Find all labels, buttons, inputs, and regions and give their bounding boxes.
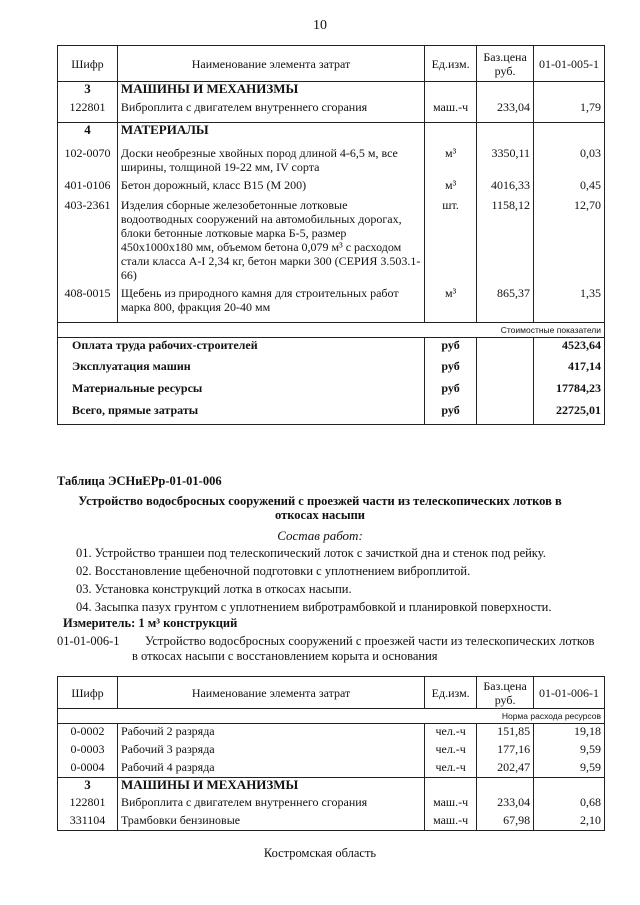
total-row: Оплата труда рабочих-строителей руб 4523,64 bbox=[58, 338, 605, 359]
table-row: 3 МАШИНЫ И МЕХАНИЗМЫ bbox=[58, 778, 605, 795]
col-header-name: Наименование элемента затрат bbox=[117, 677, 424, 709]
table-row: 408-0015 Щебень из природного камня для строительных работ марка 800, фракция 20-40 мм м³ 865,37 1,35 bbox=[58, 286, 605, 323]
meter-label: Измеритель: 1 м³ конструкций bbox=[63, 616, 238, 630]
table-id: Таблица ЭСНиЕРр-01-01-006 bbox=[57, 474, 222, 488]
works-item: 04. Засыпка пазух грунтом с уплотнением вибротрамбовкой и планировкой поверхности. bbox=[76, 600, 552, 614]
table-row: 403-2361 Изделия сборные железобетонные лотковые водоотводных сооружений на автомобильных дорогах, блоки бетонные лотковые марка Б-5, размер 450x1000x180 мм, объемом бетона 0,079 м³ с расходом стали класса А-I 2,34 кг, бетон марки 300 (СЕРИЯ 3.503.1-66) шт. 1158,12 12,70 bbox=[58, 198, 605, 286]
resource-table-1 bbox=[57, 45, 605, 425]
col-header-code: Шифр bbox=[58, 46, 118, 82]
section-title-line1: Устройство водосбросных сооружений с проезжей части из телескопических лотков в bbox=[78, 494, 562, 508]
table-row: 0-0003 Рабочий 3 разряда чел.-ч 177,16 9,59 bbox=[58, 742, 605, 760]
table-row: 401-0106 Бетон дорожный, класс В15 (М 200) м³ 4016,33 0,45 bbox=[58, 178, 605, 198]
total-row: Эксплуатация машин руб 417,14 bbox=[58, 359, 605, 381]
resource-table-2 bbox=[57, 676, 605, 831]
works-item: 02. Восстановление щебеночной подготовки с уплотнением виброплитой. bbox=[76, 564, 471, 578]
col-header-price: Баз.цена руб. bbox=[477, 46, 534, 82]
table-row: 0-0004 Рабочий 4 разряда чел.-ч 202,47 9,59 bbox=[58, 760, 605, 778]
page-number: 10 bbox=[313, 18, 327, 33]
table-row: 331104 Трамбовки бензиновые маш.-ч 67,98 2,10 bbox=[58, 813, 605, 831]
table-row: 0-0002 Рабочий 2 разряда чел.-ч 151,85 19,18 bbox=[58, 724, 605, 742]
table-row: 122801 Виброплита с двигателем внутреннего сгорания маш.-ч 233,04 0,68 bbox=[58, 795, 605, 813]
col-header-norm: 01-01-006-1 bbox=[534, 677, 605, 709]
total-row: Всего, прямые затраты руб 22725,01 bbox=[58, 403, 605, 425]
col-header-code: Шифр bbox=[58, 677, 118, 709]
item-desc-line1: Устройство водосбросных сооружений с проезжей части из телескопических лотков bbox=[145, 634, 595, 648]
col-header-unit: Ед.изм. bbox=[425, 46, 477, 82]
total-row: Материальные ресурсы руб 17784,23 bbox=[58, 381, 605, 403]
table-row: 102-0070 Доски необрезные хвойных пород длиной 4-6,5 м, все ширины, толщиной 19-22 мм, IV сорта м³ 3350,11 0,03 bbox=[58, 146, 605, 178]
section-title-line2: откосах насыпи bbox=[274, 508, 365, 522]
col-header-norm: 01-01-005-1 bbox=[534, 46, 605, 82]
footer-region: Костромская область bbox=[263, 846, 377, 860]
col-header-price: Баз.цена руб. bbox=[477, 677, 534, 709]
works-item: 01. Устройство траншеи под телескопический лоток с зачисткой дна и стенок под рейку. bbox=[76, 546, 546, 560]
item-code: 01-01-006-1 bbox=[57, 634, 120, 648]
table-row: 122801 Виброплита с двигателем внутреннего сгорания маш.-ч 233,04 1,79 bbox=[58, 100, 605, 123]
works-title: Состав работ: bbox=[277, 528, 363, 543]
item-desc-line2: в откосах насыпи с восстановлением корыта и основания bbox=[132, 649, 438, 663]
works-item: 03. Установка конструкций лотка в откосах насыпи. bbox=[76, 582, 352, 596]
table-row: 4 МАТЕРИАЛЫ bbox=[58, 123, 605, 146]
norm-caption: Норма расхода ресурсов bbox=[117, 709, 604, 724]
table-row: 3 МАШИНЫ И МЕХАНИЗМЫ bbox=[58, 82, 605, 100]
col-header-unit: Ед.изм. bbox=[425, 677, 477, 709]
col-header-name: Наименование элемента затрат bbox=[117, 46, 424, 82]
cost-caption: Стоимостные показатели bbox=[117, 323, 604, 338]
